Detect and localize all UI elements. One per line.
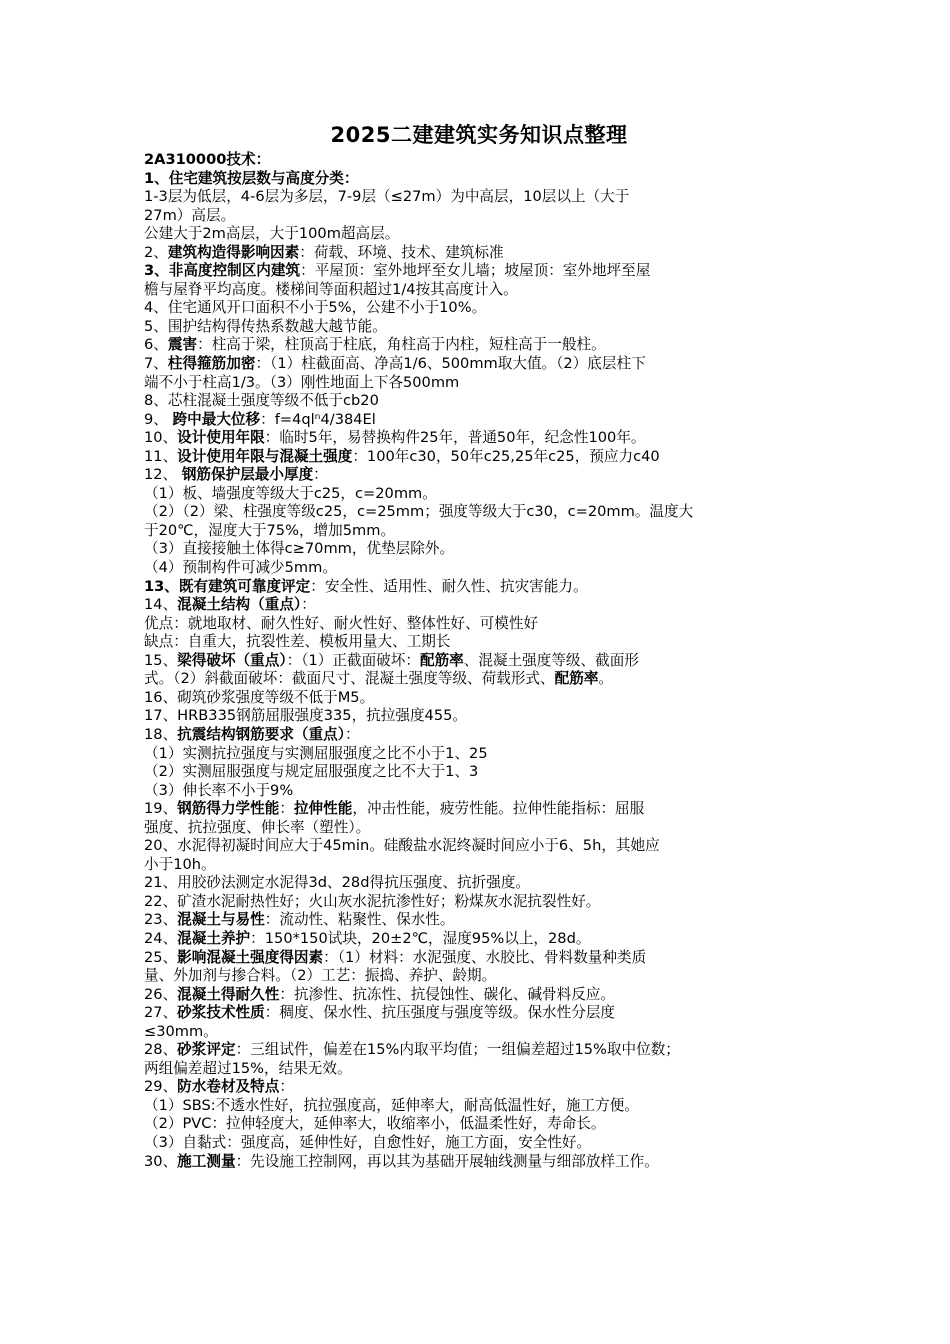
text-line: [144, 318, 814, 337]
text-segment: ：: [301, 596, 316, 614]
text-line: [144, 911, 814, 930]
text-segment: ：先设施工控制网，再以其为基础开展轴线测量与细部放样工作。: [235, 1152, 659, 1170]
text-segment: ：: [279, 1078, 294, 1096]
text-segment: ：f=4qlⁿ4/384El: [260, 410, 376, 428]
text-segment: 27、: [144, 1004, 178, 1022]
text-segment: 6、: [144, 336, 168, 354]
text-line: [144, 967, 814, 986]
text-line: [144, 429, 814, 448]
text-line: [144, 745, 814, 764]
text-segment: ：（1）正截面破坏：: [286, 651, 420, 669]
document-body: [144, 151, 814, 1171]
text-line: [144, 1097, 814, 1116]
text-segment: 23、: [144, 911, 178, 929]
text-line: [144, 392, 814, 411]
bold-text-segment: 配筋率: [419, 651, 464, 669]
text-line: [144, 800, 814, 819]
text-line: [144, 170, 814, 189]
text-segment: ：平屋顶：室外地坪至女儿墙；坡屋顶：室外地坪至屋: [300, 262, 651, 280]
text-segment: ：150*150试块，20±2℃，湿度95%以上，28d。: [250, 929, 591, 947]
bold-text-segment: 设计使用年限与混凝土强度: [177, 447, 353, 465]
text-line: [144, 707, 814, 726]
text-segment: 20、水泥得初凝时间应大于45min。硅酸盐水泥终凝时间应小于6、5h，其她应: [144, 837, 660, 855]
text-segment: ：柱高于梁，柱顶高于柱底，角柱高于内柱，短柱高于一般柱。: [197, 336, 606, 354]
bold-text-segment: 跨中最大位移: [172, 410, 261, 428]
bold-text-segment: 13、既有建筑可靠度评定: [144, 577, 311, 595]
text-line: [144, 1060, 814, 1079]
text-segment: 17、HRB335钢筋屈服强度335，抗拉强度455。: [144, 707, 467, 725]
text-segment: 缺点：自重大，抗裂性差、模板用量大、工期长: [144, 633, 451, 651]
text-line: [144, 837, 814, 856]
text-line: [144, 1134, 814, 1153]
text-line: [144, 782, 814, 801]
bold-text-segment: 钢筋得力学性能: [177, 800, 280, 818]
text-segment: 28、: [144, 1041, 178, 1059]
bold-text-segment: 钢筋保护层最小厚度: [181, 466, 314, 484]
text-segment: （4）预制构件可减少5mm。: [144, 559, 337, 577]
text-segment: ：（1）材料：水泥强度、水胶比、骨料数量种类质: [323, 948, 647, 966]
text-line: [144, 1078, 814, 1097]
text-line: [144, 893, 814, 912]
text-line: [144, 503, 814, 522]
text-segment: 优点：就地取材、耐久性好、耐火性好、整体性好、可模性好: [144, 614, 539, 632]
bold-text-segment: 混凝土与易性: [177, 911, 265, 929]
text-line: [144, 411, 814, 430]
text-segment: ：: [345, 725, 360, 743]
text-segment: 式。（2）斜截面破坏：截面尺寸、混凝土强度等级、荷载形式、: [144, 670, 555, 688]
text-segment: 1-3层为低层，4-6层为多层，7-9层（≤27m）为中高层，10层以上（大于: [144, 188, 630, 206]
text-segment: 7、: [144, 355, 168, 373]
text-line: [144, 485, 814, 504]
text-line: [144, 299, 814, 318]
text-line: [144, 262, 814, 281]
text-line: [144, 1153, 814, 1172]
text-segment: 15、: [144, 651, 178, 669]
text-segment: 4、住宅通风开口面积不小于5%，公建不小于10%。: [144, 299, 487, 317]
text-segment: 25、: [144, 948, 178, 966]
text-segment: 两组偏差超过15%，结果无效。: [144, 1059, 352, 1077]
bold-text-segment: 震害: [167, 336, 198, 354]
text-segment: （3）直接接触土体得c≥70mm，优垫层除外。: [144, 540, 455, 558]
text-segment: 8、芯柱混凝土强度等级不低于cb20: [144, 392, 379, 410]
text-segment: 24、: [144, 929, 178, 947]
text-segment: （2）（2）梁、柱强度等级c25，c=25mm；强度等级大于c30，c=20mm。温度大: [144, 503, 694, 521]
bold-text-segment: 砂浆技术性质: [177, 1004, 265, 1022]
document-page: [144, 120, 814, 1171]
bold-text-segment: 梁得破坏（重点）: [177, 651, 287, 669]
bold-text-segment: 施工测量: [177, 1152, 236, 1170]
text-segment: ：100年c30，50年c25,25年c25，预应力c40: [352, 447, 660, 465]
text-segment: （3）伸长率不小于9%: [144, 781, 294, 799]
text-segment: ：三组试件，偏差在15%内取平均值；一组偏差超过15%取中位数；: [235, 1041, 680, 1059]
text-segment: （2）PVC：拉伸轻度大，延伸率大，收缩率小，低温柔性好，寿命长。: [144, 1115, 606, 1133]
text-line: [144, 670, 814, 689]
bold-text-segment: 影响混凝土强度得因素: [177, 948, 324, 966]
text-segment: 12、: [144, 466, 182, 484]
text-segment: 檐与屋脊平均高度。楼梯间等面积超过1/4按其高度计入。: [144, 280, 518, 298]
text-segment: ：: [313, 466, 328, 484]
text-segment: 小于10h。: [144, 855, 216, 873]
text-segment: 2、: [144, 243, 168, 261]
text-segment: ：流动性、粘聚性、保水性。: [264, 911, 455, 929]
text-segment: 9、: [144, 410, 173, 428]
text-line: [144, 336, 814, 355]
text-segment: 。: [598, 670, 614, 688]
text-line: [144, 763, 814, 782]
text-line: [144, 930, 814, 949]
text-line: [144, 374, 814, 393]
text-segment: 30、: [144, 1152, 178, 1170]
text-line: [144, 726, 814, 745]
text-segment: 5、围护结构得传热系数越大越节能。: [144, 317, 387, 335]
text-segment: 量、外加剂与掺合料。（2）工艺：振捣、养护、龄期。: [144, 967, 497, 985]
text-segment: （2）实测屈服强度与规定屈服强度之比不大于1、3: [144, 763, 479, 781]
text-line: [144, 615, 814, 634]
bold-text-segment: 设计使用年限: [177, 429, 265, 447]
bold-text-segment: 配筋率: [554, 670, 599, 688]
bold-text-segment: 1、住宅建筑按层数与高度分类：: [144, 169, 359, 187]
text-segment: 19、: [144, 800, 178, 818]
text-line: [144, 856, 814, 875]
document-title: 2025二建建筑实务知识点整理: [330, 123, 628, 147]
text-line: [144, 1041, 814, 1060]
text-line: [144, 225, 814, 244]
text-segment: ，冲击性能，疲劳性能。拉伸性能指标：屈服: [352, 800, 645, 818]
text-segment: （1）板、墙强度等级大于c25，c=20mm。: [144, 484, 437, 502]
bold-text-segment: 混凝土养护: [177, 929, 251, 947]
text-segment: ：荷载、环境、技术、建筑标准: [299, 243, 504, 261]
text-line: [144, 652, 814, 671]
text-line: [144, 633, 814, 652]
bold-text-segment: 抗震结构钢筋要求（重点）: [177, 725, 345, 743]
text-line: [144, 466, 814, 485]
text-segment: 强度、抗拉强度、伸长率（塑性）。: [144, 818, 371, 836]
text-line: [144, 207, 814, 226]
text-segment: 26、: [144, 985, 178, 1003]
text-line: [144, 540, 814, 559]
text-line: [144, 448, 814, 467]
text-segment: （1）实测抗拉强度与实测屈服强度之比不小于1、25: [144, 744, 488, 762]
text-line: [144, 559, 814, 578]
text-segment: ：（1）柱截面高、净高1/6、500mm取大值。（2）底层柱下: [255, 355, 646, 373]
text-line: [144, 1115, 814, 1134]
text-line: [144, 689, 814, 708]
text-segment: 10、: [144, 429, 178, 447]
text-line: [144, 578, 814, 597]
text-line: [144, 819, 814, 838]
bold-text-segment: 混凝土得耐久性: [177, 985, 280, 1003]
text-segment: 14、: [144, 596, 178, 614]
bold-text-segment: 3、非高度控制区内建筑: [144, 262, 301, 280]
text-segment: 于20℃，湿度大于75%，增加5mm。: [144, 521, 396, 539]
text-line: [144, 188, 814, 207]
text-segment: 11、: [144, 447, 178, 465]
text-segment: ：稠度、保水性、抗压强度与强度等级。保水性分层度: [264, 1004, 616, 1022]
text-segment: 、混凝土强度等级、截面形: [463, 651, 639, 669]
text-segment: ≤30mm。: [144, 1022, 218, 1040]
text-segment: （3）自黏式：强度高，延伸性好，自愈性好，施工方面，安全性好。: [144, 1133, 592, 1151]
text-segment: 29、: [144, 1078, 178, 1096]
bold-text-segment: 砂浆评定: [177, 1041, 236, 1059]
text-line: [144, 244, 814, 263]
text-segment: 18、: [144, 725, 178, 743]
text-segment: 公建大于2m高层，大于100m超高层。: [144, 225, 400, 243]
text-segment: 21、用胶砂法测定水泥得3d、28d得抗压强度、抗折强度。: [144, 874, 531, 892]
bold-text-segment: 建筑构造得影响因素: [167, 243, 300, 261]
bold-text-segment: 拉伸性能: [293, 800, 353, 818]
bold-text-segment: 柱得箍筋加密: [167, 355, 256, 373]
bold-text-segment: 防水卷材及特点: [177, 1078, 280, 1096]
text-segment: ：: [279, 800, 294, 818]
text-line: [144, 596, 814, 615]
text-segment: ：临时5年，易替换构件25年，普通50年，纪念性100年。: [264, 429, 646, 447]
text-segment: （1）SBS:不透水性好，抗拉强度高，延伸率大，耐高低温性好，施工方便。: [144, 1096, 639, 1114]
text-line: [144, 874, 814, 893]
text-line: [144, 1023, 814, 1042]
text-line: [144, 151, 814, 170]
text-segment: 27m）高层。: [144, 206, 236, 224]
text-line: [144, 1004, 814, 1023]
text-line: [144, 355, 814, 374]
text-segment: 22、矿渣水泥耐热性好；火山灰水泥抗渗性好；粉煤灰水泥抗裂性好。: [144, 892, 601, 910]
bold-text-segment: 混凝土结构（重点）: [177, 596, 302, 614]
bold-text-segment: 2A310000技术：: [144, 151, 271, 168]
text-line: [144, 281, 814, 300]
text-segment: 16、砌筑砂浆强度等级不低于M5。: [144, 688, 375, 706]
text-segment: ：抗渗性、抗冻性、抗侵蚀性、碳化、碱骨料反应。: [279, 985, 616, 1003]
text-segment: ：安全性、适用性、耐久性、抗灾害能力。: [310, 577, 588, 595]
text-line: [144, 949, 814, 968]
text-line: [144, 522, 814, 541]
text-line: [144, 986, 814, 1005]
text-segment: 端不小于柱高1/3。（3）刚性地面上下各500mm: [144, 373, 460, 391]
